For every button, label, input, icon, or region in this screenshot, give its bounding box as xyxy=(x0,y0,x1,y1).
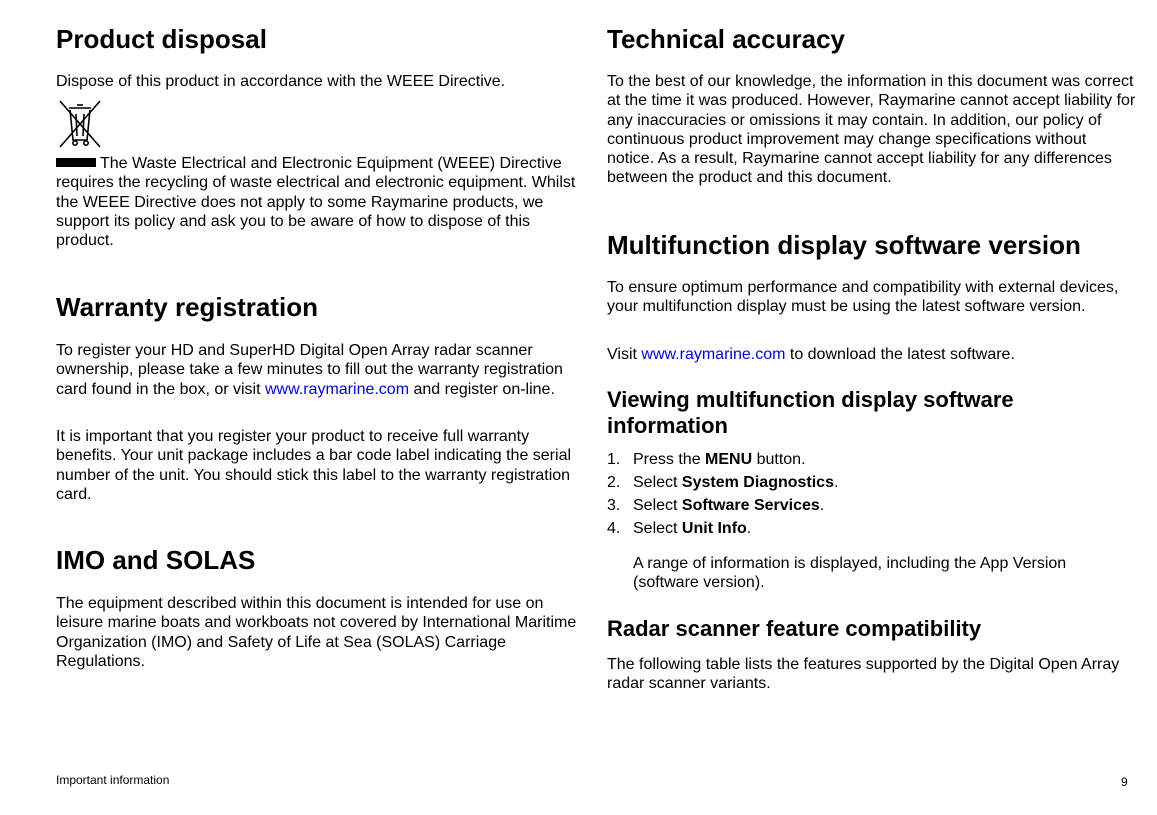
technical-accuracy-heading: Technical accuracy xyxy=(607,24,845,54)
raymarine-download-link[interactable]: www.raymarine.com xyxy=(641,346,786,363)
step-bold: System Diagnostics xyxy=(681,474,834,491)
technical-accuracy-body: To the best of our knowledge, the information in this document was correct at the time it was produced. However, Raymarine cannot accept liability for any inaccuracies or omissions it may contain. In addition, our policy of continuous product improvement may change specifications without notice. As a result, Raymarine cannot accept liability for any differences between the product and this document. xyxy=(607,73,1136,187)
step-text: Press the xyxy=(633,451,706,468)
warranty-p1-after: and register on-line. xyxy=(409,380,555,398)
product-disposal-body-text: The Waste Electrical and Electronic Equipment (WEEE) Directive requires the recycling of waste electrical and electronic equipment. Whilst the WEEE Directive does not apply to some Raymarine products, we support its policy and ask you to be aware of how to dispose of this product. xyxy=(56,155,576,250)
software-p2-after: to download the latest software. xyxy=(785,346,1015,363)
step-bold: Unit Info xyxy=(681,520,747,537)
step-bold: MENU xyxy=(705,451,753,468)
software-p2-before: Visit xyxy=(607,346,642,363)
radar-compatibility-body: The following table lists the features supported by the Digital Open Array radar scanner variants. xyxy=(607,656,1120,693)
product-disposal-intro: Dispose of this product in accordance with the WEEE Directive. xyxy=(56,73,506,90)
viewing-note: A range of information is displayed, including the App Version (software version). xyxy=(633,555,1067,592)
list-item xyxy=(607,519,838,542)
step-number: 3. xyxy=(607,497,621,514)
step-text: Select xyxy=(633,474,682,491)
page-number: 9 xyxy=(1121,775,1128,789)
step-text-end: . xyxy=(833,474,839,491)
footer-section-label: Important information xyxy=(56,773,170,787)
software-version-heading: Multifunction display software version xyxy=(607,230,1081,260)
step-number: 4. xyxy=(607,520,621,537)
imo-heading: IMO and SOLAS xyxy=(56,545,256,575)
warranty-p1-text: To register your HD and SuperHD Digital Open Array radar scanner ownership, please take a few minutes to fill out the warranty registration card found in the box, or visit xyxy=(56,342,563,398)
step-text: Select xyxy=(633,497,682,514)
step-number: 2. xyxy=(607,474,621,491)
raymarine-link[interactable]: www.raymarine.com xyxy=(265,380,410,398)
weee-marking-bar xyxy=(56,158,96,167)
radar-compatibility-heading: Radar scanner feature compatibility xyxy=(607,616,982,641)
viewing-steps-list xyxy=(607,450,838,542)
step-text-end: . xyxy=(746,520,752,537)
list-item xyxy=(607,473,838,496)
warranty-paragraph-1 xyxy=(56,341,580,399)
warranty-paragraph-2: It is important that you register your product to receive full warranty benefits. Your unit package includes a bar code label indicating the serial number of the unit. You should stick this label to the warranty registration card. xyxy=(56,428,572,503)
step-text-end: . xyxy=(819,497,825,514)
step-text-end: button. xyxy=(752,451,806,468)
list-item xyxy=(607,496,838,519)
software-version-paragraph-1: To ensure optimum performance and compatibility with external devices, your multifunction display must be using the latest software version. xyxy=(607,279,1119,316)
software-version-paragraph-2 xyxy=(607,345,1137,364)
product-disposal-body xyxy=(56,154,580,250)
product-disposal-heading: Product disposal xyxy=(56,24,267,54)
step-text: Select xyxy=(633,520,682,537)
step-bold: Software Services xyxy=(681,497,820,514)
weee-crossed-bin-icon xyxy=(56,98,104,150)
step-number: 1. xyxy=(607,451,621,468)
imo-body: The equipment described within this document is intended for use on leisure marine boats and workboats not covered by International Maritime Organization (IMO) and Safety of Life at Sea (SOLAS) Carriage Regulations. xyxy=(56,595,577,670)
list-item xyxy=(607,450,838,473)
viewing-software-info-heading: Viewing multifunction display software information xyxy=(607,387,1014,438)
warranty-heading: Warranty registration xyxy=(56,292,318,322)
